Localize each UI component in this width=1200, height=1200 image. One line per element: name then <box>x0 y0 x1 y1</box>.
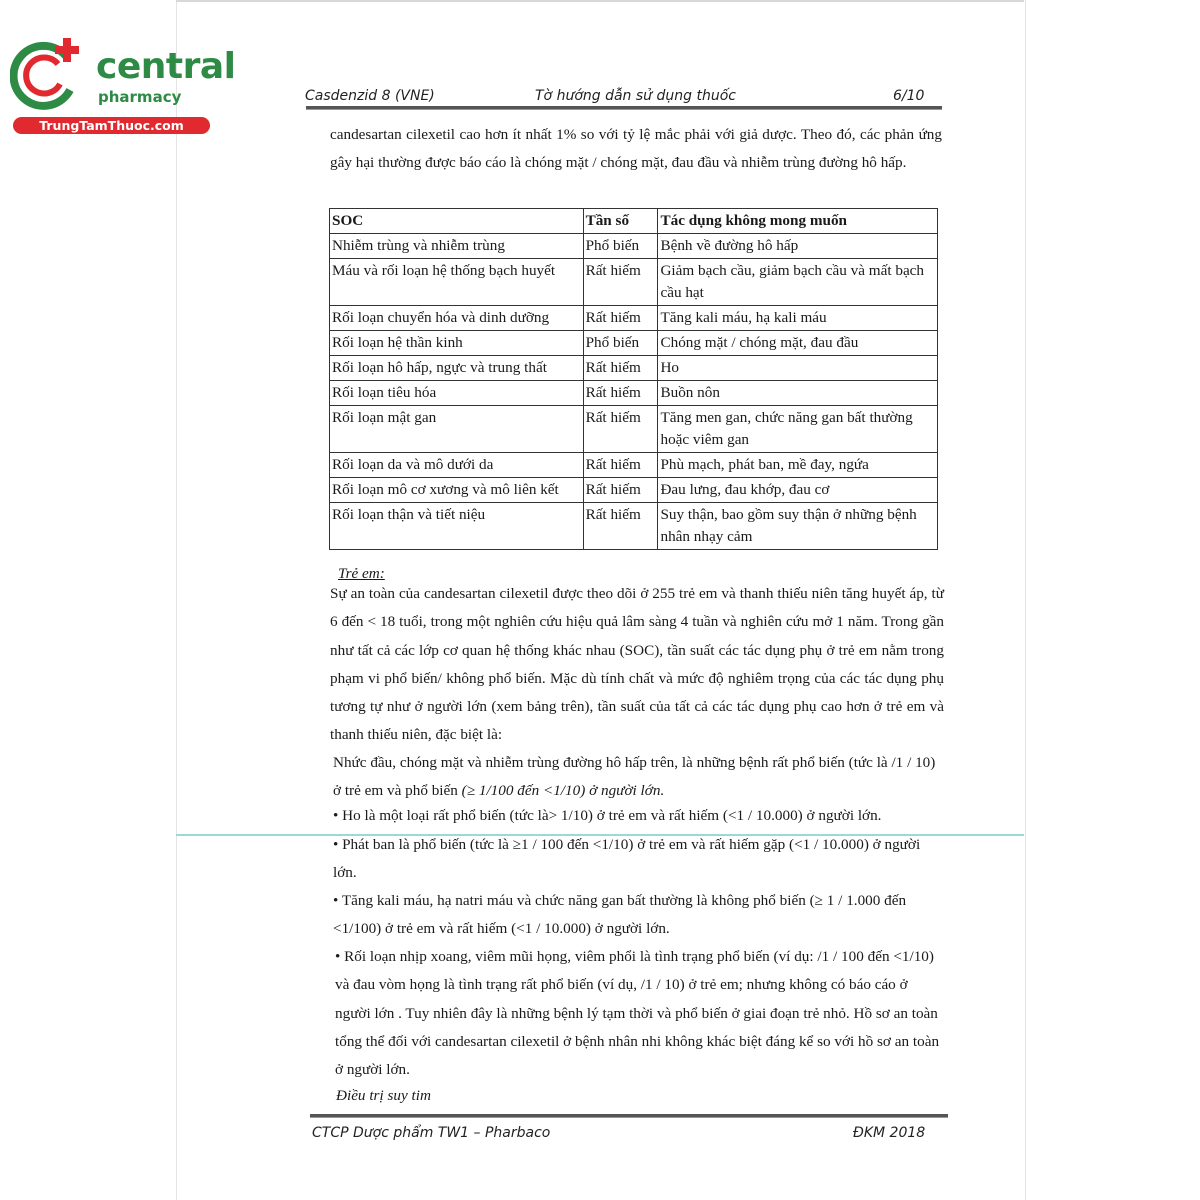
effect-cell: Chóng mặt / chóng mặt, đau đầu <box>658 331 938 356</box>
frequency-cell: Rất hiếm <box>583 503 658 550</box>
frequency-cell: Rất hiếm <box>583 453 658 478</box>
site-link[interactable]: TrungTamThuoc.com <box>13 117 210 134</box>
children-item-headache: Nhức đầu, chóng mặt và nhiễm trùng đường hô hấp trên, là những bệnh rất phổ biến (tức là /1 / 10) ở trẻ em và phổ biến (≥ 1/100 đến <1/10) ở người lớn. <box>333 754 936 800</box>
children-paragraph: Sự an toàn của candesartan cilexetil được theo dõi ở 255 trẻ em và thanh thiếu niên tăng huyết áp, từ 6 đến < 18 tuổi, trong một nghiên cứu hiệu quả lâm sàng 4 tuần và nghiên cứu mở 1 năm. Trong gần như tất cả các lớp cơ quan hệ thống khác nhau (SOC), tần suất các tác dụng phụ ở trẻ em nằm trong phạm vi phổ biến/ không phổ biến. Mặc dù tính chất và mức độ nghiêm trọng của các tác dụng phụ tương tự như ở người lớn (xem bảng trên), tần suất của tất cả các tác dụng phụ cao hơn ở trẻ em và thanh thiếu niên, đặc biệt là: <box>330 585 944 744</box>
header-product: Casdenzid 8 (VNE) <box>305 88 435 104</box>
soc-cell: Máu và rối loạn hệ thống bạch huyết <box>330 259 584 306</box>
bullet-sinus: • Rối loạn nhịp xoang, viêm mũi họng, viêm phổi là tình trạng phổ biến (ví dụ: /1 / 100 đến <1/10) và đau vòm họng là tình trạng rất phổ biến (ví dụ, /1 / 10) ở trẻ em; nhưng không có báo cáo ở người lớn . Tuy nhiên đây là những bệnh lý tạm thời và phổ biến ở giai đoạn trẻ nhỏ. Hồ sơ an toàn tổng thể đối với candesartan cilexetil ở bệnh nhân nhi không khác biệt đáng kể so với hồ sơ an toàn ở người lớn. <box>335 948 940 1079</box>
frequency-cell: Phổ biến <box>583 331 658 356</box>
soc-cell: Rối loạn hô hấp, ngực và trung thất <box>330 356 584 381</box>
table-row <box>330 453 938 478</box>
table-row <box>330 478 938 503</box>
frequency-cell: Rất hiếm <box>583 259 658 306</box>
effect-cell: Đau lưng, đau khớp, đau cơ <box>658 478 938 503</box>
table-row <box>330 331 938 356</box>
footer-rule <box>310 1114 948 1118</box>
table-row <box>330 356 938 381</box>
header-title: Tờ hướng dẫn sử dụng thuốc <box>535 88 736 104</box>
table-row <box>330 306 938 331</box>
table-row <box>330 234 938 259</box>
frequency-cell: Rất hiếm <box>583 381 658 406</box>
table-row <box>330 503 938 550</box>
effect-cell: Tăng kali máu, hạ kali máu <box>658 306 938 331</box>
table-row <box>330 406 938 453</box>
column-header: Tần số <box>583 209 658 234</box>
footer-code: ĐKM 2018 <box>853 1125 926 1141</box>
soc-cell: Nhiễm trùng và nhiễm trùng <box>330 234 584 259</box>
scan-edge <box>176 0 1024 2</box>
footer-company: CTCP Dược phẩm TW1 – Pharbaco <box>312 1125 551 1141</box>
effect-cell: Phù mạch, phát ban, mề đay, ngứa <box>658 453 938 478</box>
frequency-cell: Rất hiếm <box>583 306 658 331</box>
intro-paragraph: candesartan cilexetil cao hơn ít nhất 1% so với tỷ lệ mắc phải với giả dược. Theo đó, các phản ứng gây hại thường được báo cáo là chóng mặt / chóng mặt, đau đầu và nhiễm trùng đường hô hấp. <box>330 126 942 172</box>
effect-cell: Giảm bạch cầu, giảm bạch cầu và mất bạch cầu hạt <box>658 259 938 306</box>
effect-cell: Tăng men gan, chức năng gan bất thường hoặc viêm gan <box>658 406 938 453</box>
header-rule <box>306 106 942 110</box>
bullet-rash: • Phát ban là phổ biến (tức là ≥1 / 100 đến <1/10) ở trẻ em và rất hiếm gặp (<1 / 10.000) ở người lớn. <box>333 836 921 882</box>
soc-cell: Rối loạn mật gan <box>330 406 584 453</box>
soc-cell: Rối loạn thận và tiết niệu <box>330 503 584 550</box>
frequency-cell: Rất hiếm <box>583 478 658 503</box>
effect-cell: Buồn nôn <box>658 381 938 406</box>
table-header-row <box>330 209 938 234</box>
effect-cell: Suy thận, bao gồm suy thận ở những bệnh nhân nhạy cảm <box>658 503 938 550</box>
effect-cell: Bệnh về đường hô hấp <box>658 234 938 259</box>
soc-cell: Rối loạn chuyển hóa và dinh dưỡng <box>330 306 584 331</box>
column-header: SOC <box>330 209 584 234</box>
effect-cell: Ho <box>658 356 938 381</box>
soc-cell: Rối loạn tiêu hóa <box>330 381 584 406</box>
bullet-hyperkalemia: • Tăng kali máu, hạ natri máu và chức năng gan bất thường là không phổ biến (≥ 1 / 1.000 đến <1/100) ở trẻ em và rất hiếm (<1 / 10.000) ở người lớn. <box>333 892 907 938</box>
bullet-cough: • Ho là một loại rất phổ biến (tức là> 1/10) ở trẻ em và rất hiếm (<1 / 10.000) ở người lớn. <box>333 807 882 824</box>
column-header: Tác dụng không mong muốn <box>658 209 938 234</box>
adverse-effects-table <box>329 208 938 550</box>
frequency-cell: Phổ biến <box>583 234 658 259</box>
soc-cell: Rối loạn da và mô dưới da <box>330 453 584 478</box>
soc-cell: Rối loạn mô cơ xương và mô liên kết <box>330 478 584 503</box>
frequency-cell: Rất hiếm <box>583 406 658 453</box>
central-pharmacy-logo: central pharmacy TrungTamThuoc.com <box>10 38 215 138</box>
soc-cell: Rối loạn hệ thần kinh <box>330 331 584 356</box>
table-row <box>330 259 938 306</box>
next-section-heading: Điều trị suy tim <box>336 1087 431 1104</box>
header-page-number: 6/10 <box>893 88 925 104</box>
pharmacy-cross-logo-icon <box>10 38 90 110</box>
children-heading: Trẻ em: <box>338 565 385 582</box>
table-row <box>330 381 938 406</box>
frequency-cell: Rất hiếm <box>583 356 658 381</box>
